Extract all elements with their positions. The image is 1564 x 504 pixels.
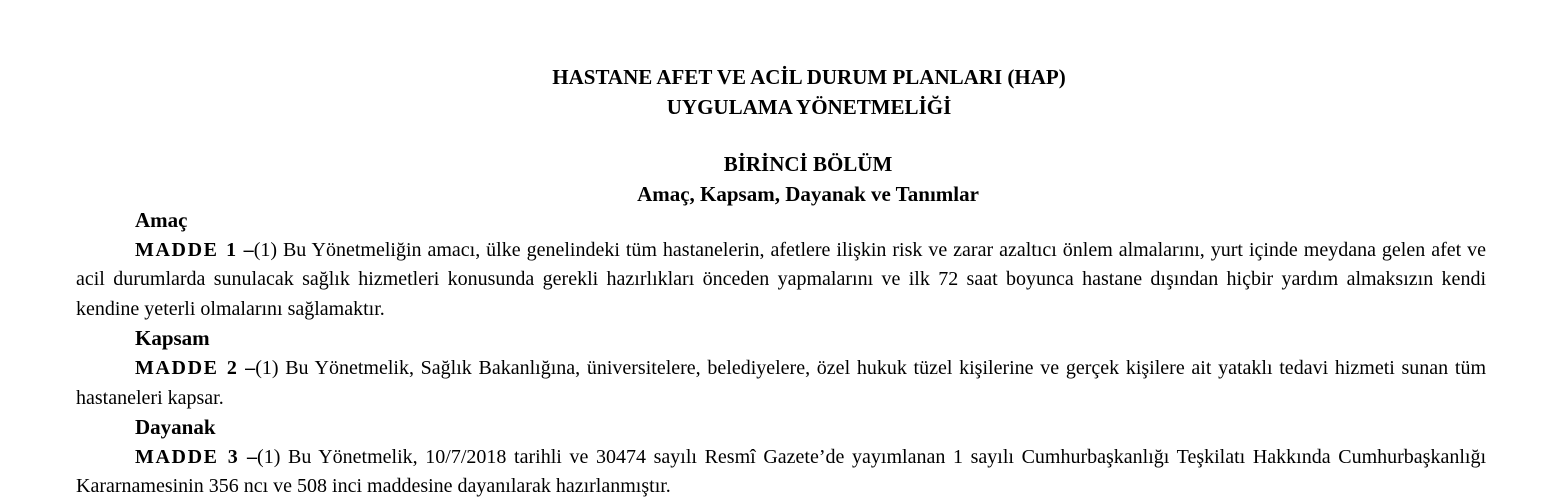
article-1-label: MADDE 1 [135, 238, 238, 261]
article-1-dash: – [237, 238, 254, 261]
article-2-text: (1) Bu Yönetmelik, Sağlık Bakanlığına, üniversitelere, belediyelere, özel hukuk tüzel kişilerine ve gerçek kişilere ait yataklı tedavi hizmeti sunan tüm hastaneleri kapsar. [76, 356, 1487, 409]
article-heading-kapsam: Kapsam [135, 326, 210, 351]
article-3-text: (1) Bu Yönetmelik, 10/7/2018 tarihli ve 30474 sayılı Resmî Gazete’de yayımlanan 1 sayılı Cumhurbaşkanlığı Teşkilatı Hakkında Cumhurbaşkanlığı Kararnamesinin 356 ncı ve 508 inci maddesine dayanılarak hazırlanmıştır. [76, 445, 1486, 498]
article-3-paragraph [76, 443, 1486, 502]
article-3-label: MADDE 3 [135, 445, 240, 468]
article-1-paragraph [76, 236, 1486, 325]
document-title [0, 62, 1564, 122]
article-2-label: MADDE 2 [135, 356, 239, 379]
title-line-1: HASTANE AFET VE ACİL DURUM PLANLARI (HAP) [552, 65, 1066, 89]
article-2-paragraph [76, 354, 1486, 413]
title-line-2: UYGULAMA YÖNETMELİĞİ [666, 95, 952, 119]
section-subtitle: Amaç, Kapsam, Dayanak ve Tanımlar [637, 182, 979, 206]
article-heading-amac: Amaç [135, 208, 188, 232]
article-1-text: (1) Bu Yönetmeliğin amacı, ülke genelindeki tüm hastanelerin, afetlere ilişkin risk ve zarar azaltıcı önlem almalarını, yurt içinde meydana gelen afet ve acil durumlarda sunulacak sağlık hizmetleri konusunda gerekli hazırlıkları önceden yapmalarını ve ilk 72 saat boyunca hastane dışından hiçbir yardım almaksızın kendi kendine yeterli olmalarını sağlamaktır. [76, 238, 1487, 320]
article-3-dash: – [239, 445, 258, 468]
article-2-dash: – [238, 356, 256, 379]
section-header [0, 149, 1564, 209]
article-heading-dayanak: Dayanak [135, 415, 216, 440]
document-body [76, 206, 1486, 502]
section-name: BİRİNCİ BÖLÜM [723, 152, 893, 176]
